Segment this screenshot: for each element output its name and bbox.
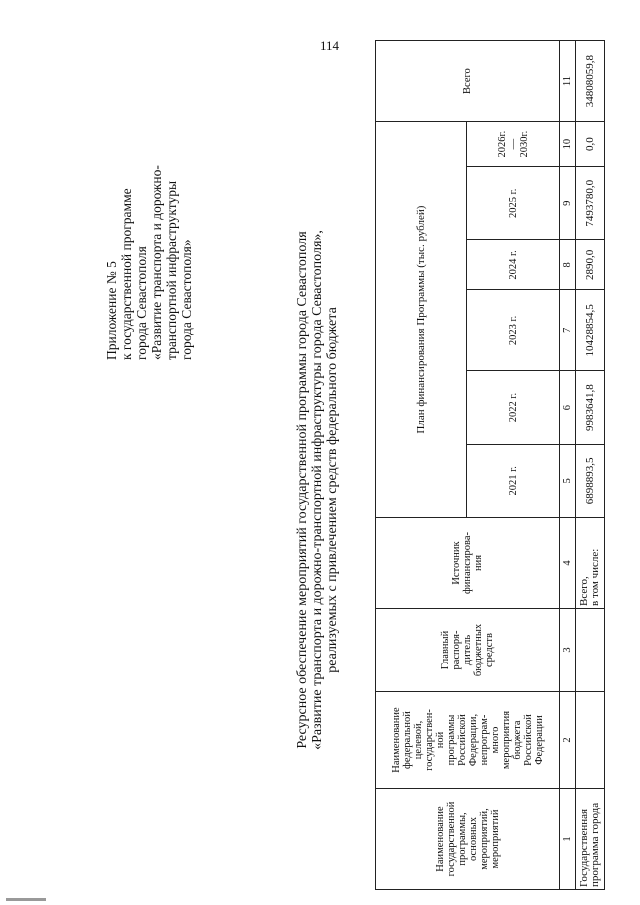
row-value-total: 34808059,8: [576, 41, 605, 122]
header-budget-manager: Главный распоря- дитель бюджетных средств: [376, 609, 560, 692]
appendix-line: транспортной инфраструктуры: [164, 180, 179, 360]
header-year-2025: 2025 г.: [467, 167, 560, 240]
row-budget-manager: [576, 609, 605, 692]
page-number: 114: [320, 38, 340, 53]
document-title: [295, 110, 340, 870]
row-value-2026-2030: 0,0: [576, 122, 605, 167]
row-value-2021: 6898893,5: [576, 444, 605, 517]
header-federal-program: Наименование федеральной целевой, государствен- ной программы Российской Федерации, непрограм- много мероприятия бюджета Российской Федерации: [376, 692, 560, 789]
header-financing-plan: План финансирования Программы (тыс. рублей): [376, 122, 467, 518]
row-federal-program: [576, 692, 605, 789]
column-number: 3: [560, 609, 576, 692]
column-number: 8: [560, 240, 576, 290]
column-number: 1: [560, 789, 576, 890]
row-value-2025: 7493780,0: [576, 167, 605, 240]
scan-edge-mark: [6, 898, 46, 901]
table-header-row: [376, 41, 467, 890]
column-number: 5: [560, 444, 576, 517]
title-line: Ресурсное обеспечение мероприятий государственной программы города Севастополя: [295, 231, 310, 749]
column-number: 7: [560, 290, 576, 371]
title-line: «Развитие транспорта и дорожно-транспортной инфраструктуры города Севастополя»,: [310, 230, 325, 750]
header-funding-source: Источник финансирова- ния: [376, 518, 560, 609]
column-number: 11: [560, 41, 576, 122]
appendix-block: [104, 80, 194, 360]
column-number: 6: [560, 371, 576, 444]
header-year-2021: 2021 г.: [467, 444, 560, 517]
appendix-line: «Развитие транспорта и дорожно-: [149, 165, 164, 360]
header-program-name: Наименование государственной программы, основных мероприятий, мероприятий: [376, 789, 560, 890]
column-number: 2: [560, 692, 576, 789]
row-value-2023: 10428854,5: [576, 290, 605, 371]
table-row: [576, 41, 605, 890]
row-value-2024: 2890,0: [576, 240, 605, 290]
header-year-2022: 2022 г.: [467, 371, 560, 444]
column-number-row: [560, 41, 576, 890]
appendix-line: Приложение № 5: [104, 261, 119, 360]
appendix-line: города Севастополя: [134, 246, 149, 360]
row-value-2022: 9983641,8: [576, 371, 605, 444]
header-year-2026-2030: 2026г. — 2030г.: [467, 122, 560, 167]
column-number: 10: [560, 122, 576, 167]
rotated-landscape-content: [20, 30, 620, 890]
resource-table: [375, 40, 605, 890]
header-year-2023: 2023 г.: [467, 290, 560, 371]
column-number: 4: [560, 518, 576, 609]
row-program-name: Государственная программа города: [576, 789, 605, 890]
appendix-line: к государственной программе: [119, 188, 134, 360]
header-total: Всего: [376, 41, 560, 122]
column-number: 9: [560, 167, 576, 240]
title-line: реализуемых с привлечением средств федерального бюджета: [325, 307, 340, 673]
row-funding-source: Всего, в том числе:: [576, 518, 605, 609]
appendix-line: города Севастополя»: [179, 239, 194, 360]
header-year-2024: 2024 г.: [467, 240, 560, 290]
